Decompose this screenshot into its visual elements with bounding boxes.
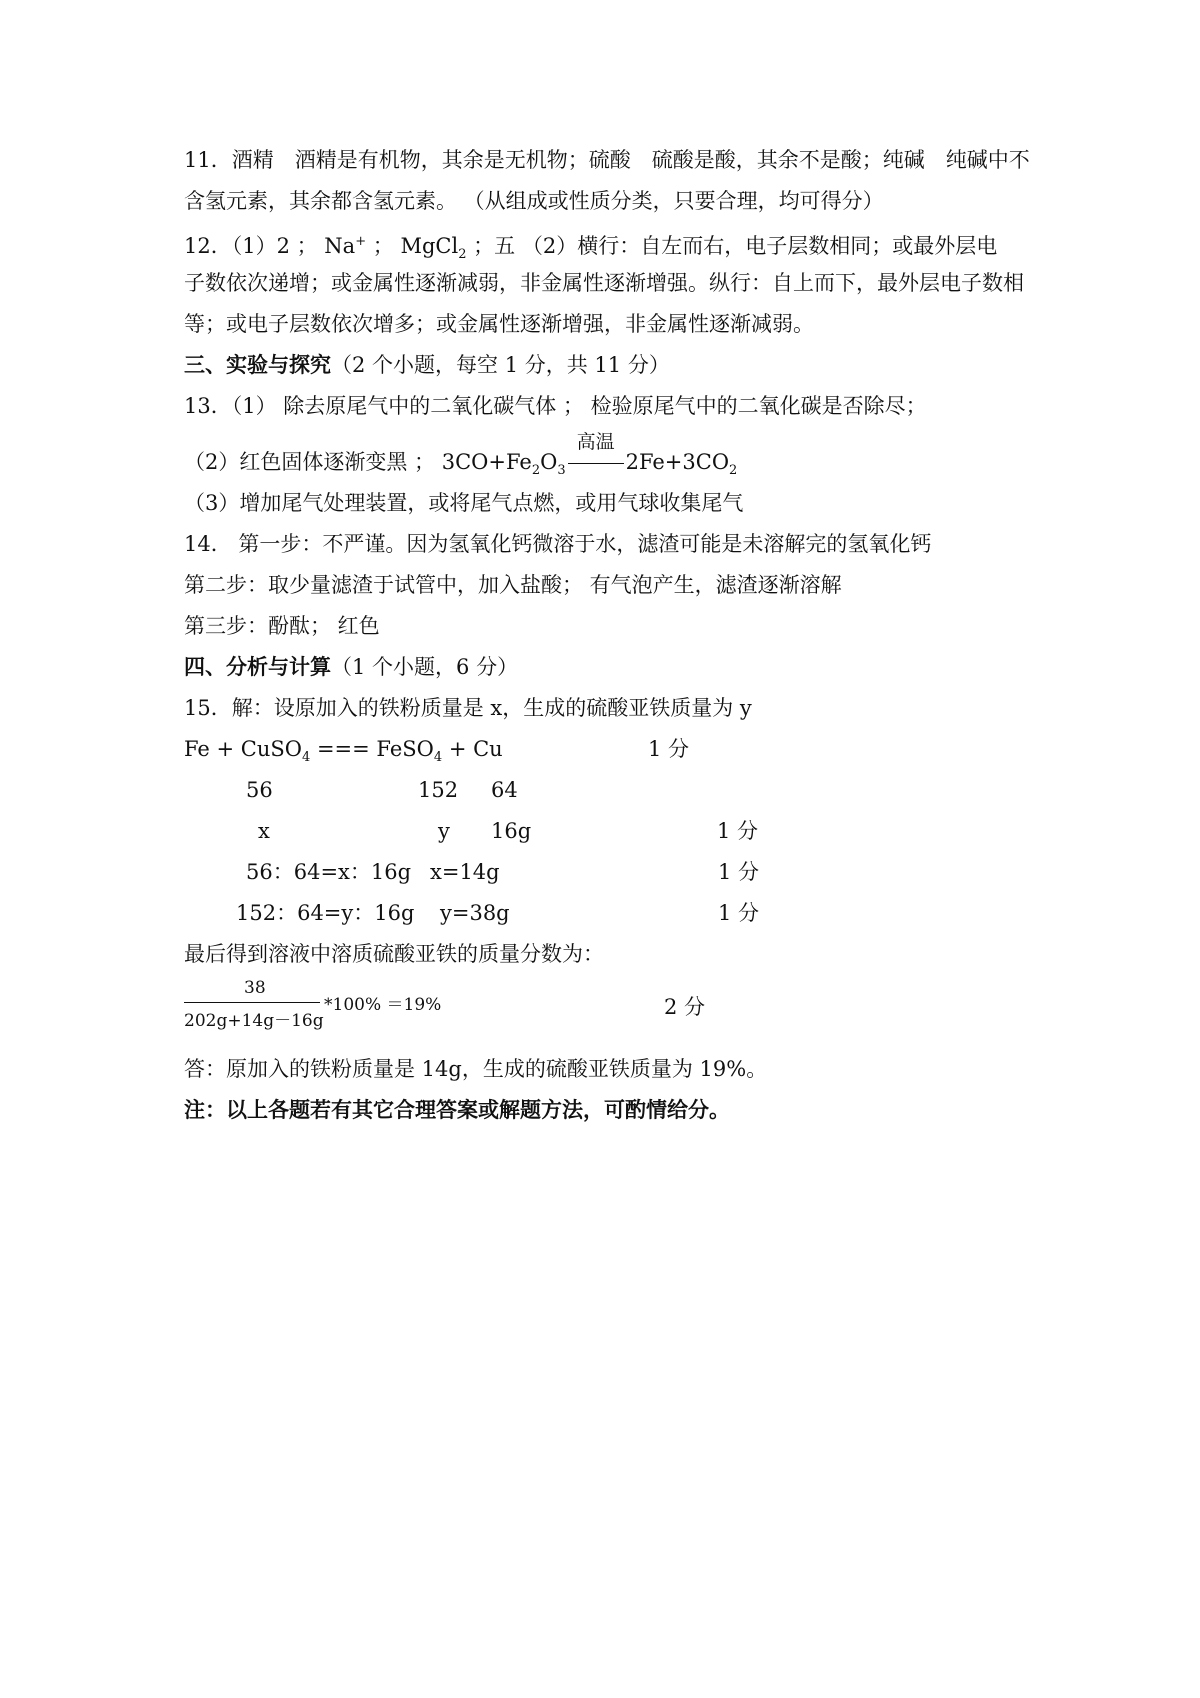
score-2: 1 分 — [717, 819, 759, 843]
molar-mass-fe: 56 — [246, 778, 273, 802]
condition-label: 高温 — [576, 431, 615, 453]
result-y: y=38g — [440, 901, 510, 925]
fraction-result: *100% ＝19% — [324, 995, 442, 1015]
section4-title: 四、分析与计算 — [184, 654, 331, 679]
q13-line3: （3）增加尾气处理装置，或将尾气点燃，或用气球收集尾气 — [184, 491, 744, 515]
fraction-numerator: 38 — [244, 978, 266, 998]
q13-line1: 13．（1） 除去原尾气中的二氧化碳气体 ； 检验原尾气中的二氧化碳是否除尽； — [184, 394, 927, 418]
q14-line2: 第二步：取少量滤渣于试管中，加入盐酸； 有气泡产生，滤渣逐渐溶解 — [184, 573, 842, 597]
ratio-y: 152：64=y：16g — [236, 901, 415, 925]
footer-note: 注：以上各题若有其它合理答案或解题方法，可酌情给分。 — [184, 1097, 730, 1122]
var-y: y — [438, 819, 450, 843]
q12-rest: ；五 （2）横行：自左而右，电子层数相同；或最外层电 — [466, 234, 998, 258]
q12-mid: ； MgCl — [366, 234, 459, 258]
q15-equation — [184, 734, 503, 773]
score-4: 1 分 — [718, 901, 760, 925]
ratio-x: 56：64=x：16g — [246, 860, 412, 884]
eq-arrow-product: === FeSO — [310, 737, 434, 761]
reaction-arrow — [568, 463, 624, 464]
mass-cu: 16g — [491, 819, 532, 843]
q11-line2: 含氢元素，其余都含氢元素。 （从组成或性质分类，只要合理，均可得分） — [184, 189, 884, 213]
reaction-condition — [566, 431, 626, 477]
molar-mass-feso4: 152 — [418, 778, 459, 802]
fraction-intro: 最后得到溶液中溶质硫酸亚铁的质量分数为： — [184, 942, 604, 966]
score-3: 1 分 — [718, 860, 760, 884]
na-charge: + — [355, 234, 367, 249]
feso4-subscript: 4 — [433, 750, 443, 766]
section3-note: （2 个小题，每空 1 分，共 11 分） — [331, 353, 670, 377]
fe2o3-o: O — [540, 450, 558, 474]
eq-cu: + Cu — [442, 737, 503, 761]
score-1: 1 分 — [648, 737, 690, 761]
mgcl2-subscript: 2 — [458, 247, 467, 263]
q14-line3: 第三步：酚酞； 红色 — [184, 614, 380, 638]
result-x: x=14g — [430, 860, 500, 884]
q15-intro: 15．解：设原加入的铁粉质量是 x，生成的硫酸亚铁质量为 y — [184, 696, 752, 720]
q12-line2: 子数依次递增；或金属性逐渐减弱，非金属性逐渐增强。纵行：自上而下，最外层电子数相 — [184, 271, 1024, 295]
cuso4-subscript: 4 — [302, 750, 311, 766]
section3-title: 三、实验与探究 — [184, 352, 331, 377]
q14-line1: 14． 第一步：不严谨。因为氢氧化钙微溶于水，滤渣可能是未溶解完的氢氧化钙 — [184, 532, 932, 556]
q15-answer: 答：原加入的铁粉质量是 14g，生成的硫酸亚铁质量为 19%。 — [184, 1057, 768, 1081]
fraction-bar — [184, 1002, 320, 1003]
score-5: 2 分 — [664, 995, 706, 1019]
fe2o3-sub-o: 3 — [557, 463, 566, 479]
molar-mass-cu: 64 — [491, 778, 518, 802]
section3-heading — [184, 350, 670, 380]
section4-heading — [184, 652, 518, 682]
var-x: x — [258, 819, 270, 843]
eq-reactants: Fe + CuSO — [184, 737, 302, 761]
fe2o3-sub-fe: 2 — [531, 463, 541, 479]
co2-subscript: 2 — [729, 463, 738, 479]
q12-line3: 等；或电子层数依次增多；或金属性逐渐增强，非金属性逐渐减弱。 — [184, 312, 814, 336]
section4-note: （1 个小题，6 分） — [331, 655, 519, 679]
q12-line1 — [184, 227, 997, 270]
q13-line2 — [184, 431, 738, 486]
q13-product: 2Fe+3CO — [625, 450, 730, 474]
fraction-denominator: 202g+14g－16g — [184, 1011, 324, 1031]
q12-prefix: 12．（1）2 ； Na — [184, 234, 356, 258]
q13-line2-prefix: （2）红色固体逐渐变黑 ； 3CO+Fe — [184, 450, 532, 474]
q11-line1: 11．酒精 酒精是有机物，其余是无机物；硫酸 硫酸是酸，其余不是酸；纯碱 纯碱中不 — [184, 148, 1030, 172]
